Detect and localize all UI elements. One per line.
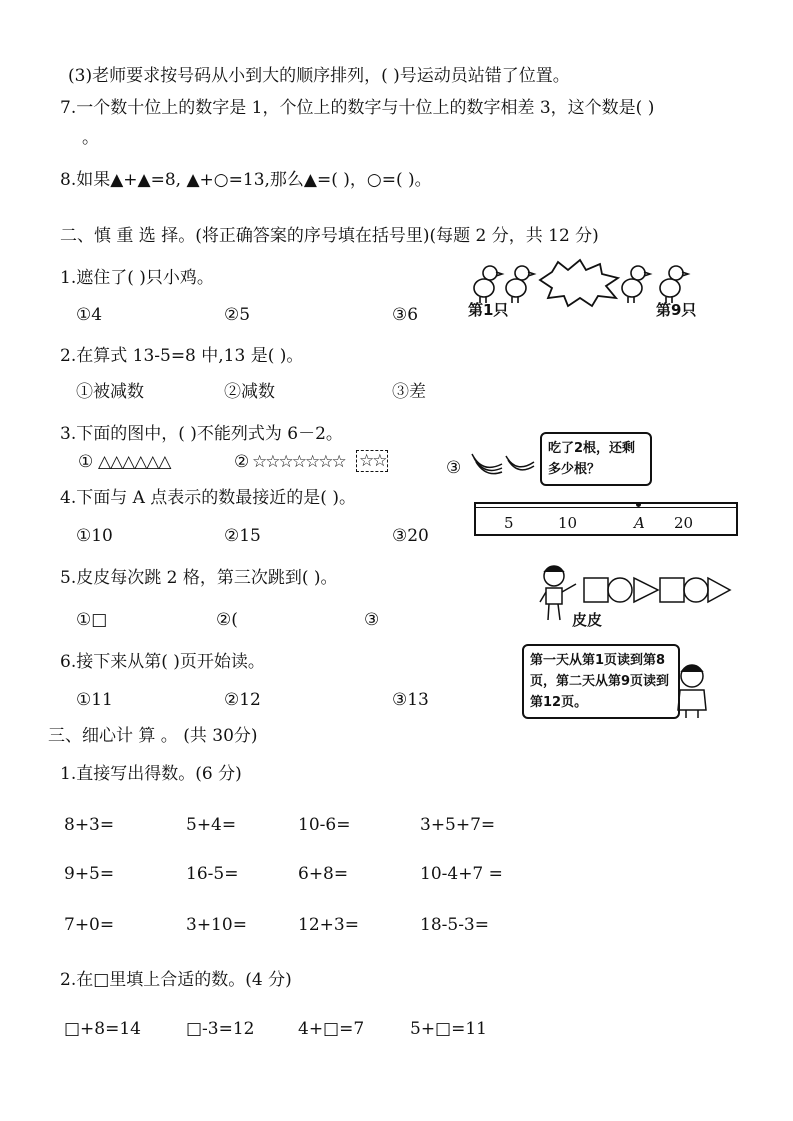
s3-question-2-title: 2.在□里填上合适的数。(4 分) <box>60 970 292 990</box>
numberline-label-10: 10 <box>558 514 578 532</box>
s2-question-2: 2.在算式 13-5=8 中,13 是( )。 <box>60 346 304 366</box>
s2-q3-option-2-label: ② <box>234 452 250 472</box>
question-7-end: 。 <box>82 128 99 148</box>
s2-q2-option-1: ①被减数 <box>76 382 144 402</box>
s2-q4-option-3: ③20 <box>392 526 429 546</box>
section-two-heading: 二、慎 重 选 择。(将正确答案的序号填在括号里)(每题 2 分，共 12 分) <box>60 226 599 246</box>
s2-q1-option-3: ③6 <box>392 305 419 325</box>
s2-question-6: 6.接下来从第( )页开始读。 <box>60 652 265 672</box>
calc-r1-c1: 8+3= <box>64 815 115 835</box>
question-6-part-3: (3)老师要求按号码从小到大的顺序排列，( )号运动员站错了位置。 <box>68 66 570 86</box>
s2-question-1: 1.遮住了( )只小鸡。 <box>60 268 214 288</box>
calc-r3-c4: 18-5-3= <box>420 915 489 935</box>
section-three-heading: 三、细心计 算 。 (共 30分) <box>48 726 258 746</box>
s2-q4-option-1: ①10 <box>76 526 113 546</box>
square-icon <box>584 578 608 602</box>
circle-icon <box>684 578 708 602</box>
s2-q6-option-2: ②12 <box>224 690 261 710</box>
chick-icon <box>622 266 650 303</box>
chick-label-last: 第9只 <box>656 301 697 319</box>
speech-bubble-reading: 第一天从第1页读到第8页，第二天从第9页读到第12页。 <box>522 644 680 719</box>
chick-icon <box>506 266 534 303</box>
s2-q3-stars-boxed: ☆☆ <box>356 450 388 472</box>
s2-q4-option-2: ②15 <box>224 526 261 546</box>
calc-r3-c2: 3+10= <box>186 915 247 935</box>
chick-label-first: 第1只 <box>468 301 509 319</box>
question-8: 8.如果▲+▲=8, ▲+○=13,那么▲=( )，○=( )。 <box>60 170 432 190</box>
calc-r3-c3: 12+3= <box>298 915 359 935</box>
calc-r1-c2: 5+4= <box>186 815 237 835</box>
numberline-label-a: A <box>634 514 645 532</box>
calc-r1-c3: 10-6= <box>298 815 351 835</box>
s2-q3-stars: ☆☆☆☆☆☆☆ <box>252 452 345 472</box>
numberline-label-20: 20 <box>674 514 694 532</box>
triangle-icon <box>634 578 658 602</box>
s2-q5-option-2: ②( <box>216 610 238 630</box>
chick-icon <box>474 266 502 303</box>
shape-sequence <box>582 576 732 606</box>
number-line <box>474 507 738 508</box>
numberline-label-5: 5 <box>504 514 514 532</box>
triangle-icon <box>708 578 730 602</box>
reading-boy-icon <box>672 662 712 722</box>
fill-4: 5+□=11 <box>410 1019 487 1039</box>
calc-r2-c1: 9+5= <box>64 864 115 884</box>
s2-q1-option-1: ①4 <box>76 305 103 325</box>
speech-bubble-bananas: 吃了2根，还剩多少根？ <box>540 432 652 486</box>
s2-q5-option-3: ③ <box>364 610 380 630</box>
fill-1: □+8=14 <box>64 1019 141 1039</box>
s2-q6-option-1: ①11 <box>76 690 113 710</box>
s2-q2-option-2: ②减数 <box>224 382 275 402</box>
s2-q6-option-3: ③13 <box>392 690 429 710</box>
chick-icon <box>660 266 688 303</box>
s2-q2-option-3: ③差 <box>392 382 426 402</box>
fill-2: □-3=12 <box>186 1019 255 1039</box>
s2-q3-triangles: △△△△△△ <box>98 452 171 472</box>
pipi-name: 皮皮 <box>572 611 603 629</box>
point-a-marker <box>636 502 641 507</box>
calc-r2-c4: 10-4+7 = <box>420 864 503 884</box>
fill-3: 4+□=7 <box>298 1019 365 1039</box>
s3-question-1-title: 1.直接写出得数。(6 分) <box>60 764 242 784</box>
bananas-icon <box>468 446 538 476</box>
calc-r1-c4: 3+5+7= <box>420 815 496 835</box>
s2-q3-option-3-label: ③ <box>446 458 462 478</box>
square-icon <box>660 578 684 602</box>
question-7: 7.一个数十位上的数字是 1，个位上的数字与十位上的数字相差 3，这个数是( ) <box>60 98 655 118</box>
s2-q1-option-2: ②5 <box>224 305 251 325</box>
s2-q3-option-1-label: ① <box>78 452 94 472</box>
s2-question-3: 3.下面的图中，( )不能列式为 6－2。 <box>60 424 343 444</box>
starburst-cover <box>540 260 618 306</box>
calc-r3-c1: 7+0= <box>64 915 115 935</box>
calc-r2-c3: 6+8= <box>298 864 349 884</box>
calc-r2-c2: 16-5= <box>186 864 239 884</box>
s2-question-4: 4.下面与 A 点表示的数最接近的是( )。 <box>60 488 356 508</box>
circle-icon <box>608 578 632 602</box>
s2-question-5: 5.皮皮每次跳 2 格，第三次跳到( )。 <box>60 568 338 588</box>
s2-q5-option-1: ①□ <box>76 610 108 630</box>
